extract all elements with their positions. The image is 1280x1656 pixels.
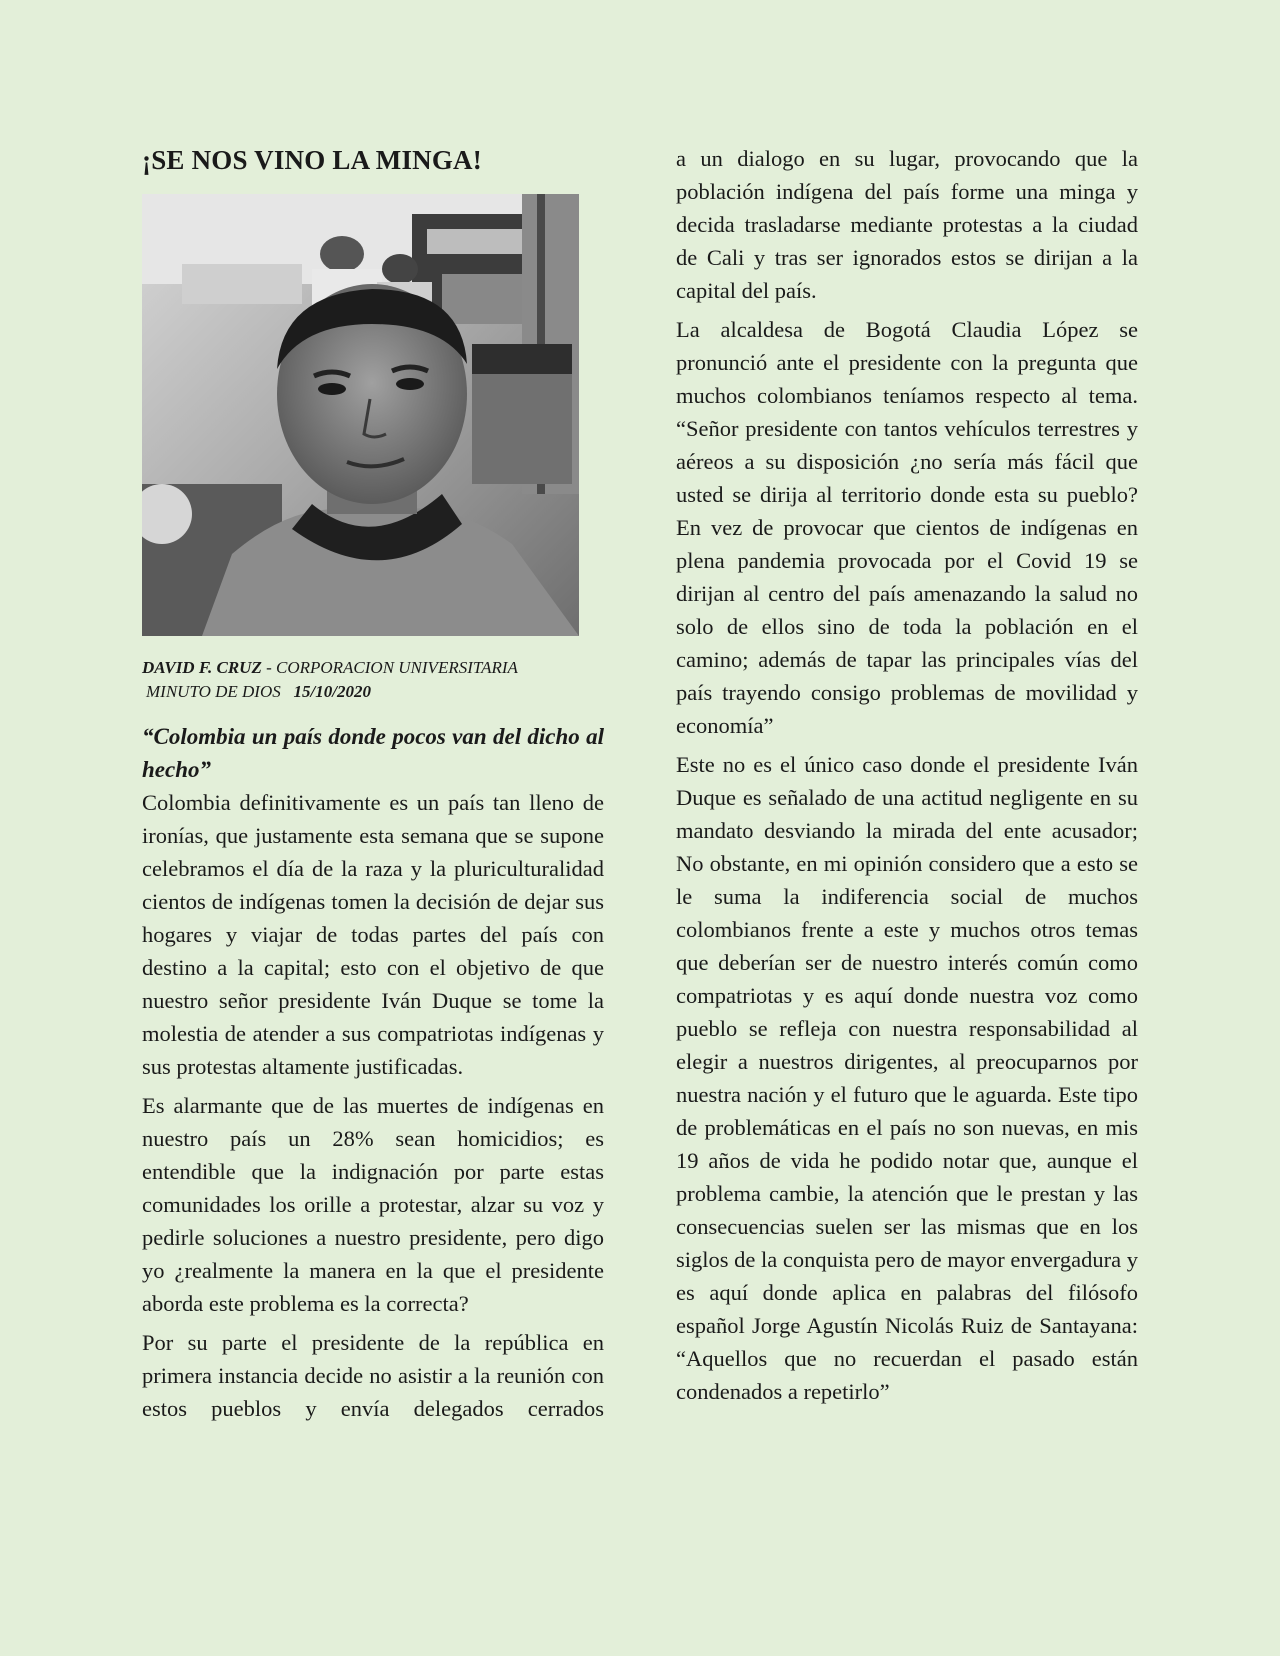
author-photo [142,194,579,636]
byline-affiliation-line1: - CORPORACION UNIVERSITARIA [261,658,518,677]
byline-author: DAVID F. CRUZ [142,658,262,677]
paragraph-left-3: Por su parte el presidente de la república en primera instancia decide no asistir a la reunión con estos pueblos y envía delegados cerrados [142,1330,604,1421]
paragraph-right-1: a un dialogo en su lugar, provocando que la población indígena del país forme una minga y decida trasladarse mediante protestas a la ciudad de Cali y tras ser ignorados estos se dirijan a la capital del país. [676,146,1138,303]
article-byline [142,656,604,704]
right-column [676,142,1138,1414]
paragraph-left-2: Es alarmante que de las muertes de indígenas en nuestro país un 28% sean homicidios; es entendible que la indignación por parte estas comunidades los orille a protestar, alzar su voz y pedirle soluciones a nuestro presidente, pero digo yo ¿realmente la manera en la que el presidente aborda este problema es la correcta? [142,1093,604,1316]
byline-affiliation-line2: MINUTO DE DIOS [146,682,281,701]
paragraph-left-1: Colombia definitivamente es un país tan lleno de ironías, que justamente esta semana que se supone celebramos el día de la raza y la pluriculturalidad cientos de indígenas tomen la decisión de dejar sus hogares y viajar de todas partes del país con destino a la capital; esto con el objetivo de que nuestro señor presidente Iván Duque se tome la molestia de atender a sus compatriotas indígenas y sus protestas altamente justificadas. [142,790,604,1079]
article-title: ¡SE NOS VINO LA MINGA! [142,145,482,175]
left-column [142,142,604,1431]
paragraph-right-3: Este no es el único caso donde el presidente Iván Duque es señalado de una actitud negligente en su mandato desviando la mirada del ente acusador; No obstante, en mi opinión considero que a esto se le suma la indiferencia social de muchos colombianos frente a este y muchos otros temas que deberían ser de nuestro interés común como compatriotas y es aquí donde nuestra voz como pueblo se refleja con nuestra responsabilidad al elegir a nuestros dirigentes, al preocuparnos por nuestra nación y el futuro que le aguarda. Este tipo de problemáticas en el país no son nuevas, en mis 19 años de vida he podido notar que, aunque el problema cambie, la atención que le prestan y las consecuencias suelen ser las mismas que en los siglos de la conquista pero de mayor envergadura y es aquí donde aplica en palabras del filósofo español Jorge Agustín Nicolás Ruiz de Santayana: “Aquellos que no recuerdan el pasado están condenados a repetirlo” [676,752,1138,1404]
byline-date: 15/10/2020 [293,682,371,701]
paragraph-right-2: La alcaldesa de Bogotá Claudia López se pronunció ante el presidente con la pregunta que muchos colombianos teníamos respecto al tema. “Señor presidente con tantos vehículos terrestres y aéreos a su disposición ¿no sería más fácil que usted se dirija al territorio donde esta su pueblo? En vez de provocar que cientos de indígenas en plena pandemia provocada por el Covid 19 se dirijan al centro del país amenazando la salud no solo de ellos sino de toda la población en el camino; además de tapar las principales vías del país trayendo consigo problemas de movilidad y economía” [676,317,1138,738]
article-pull-quote: “Colombia un país donde pocos van del dicho al hecho” [142,724,604,782]
